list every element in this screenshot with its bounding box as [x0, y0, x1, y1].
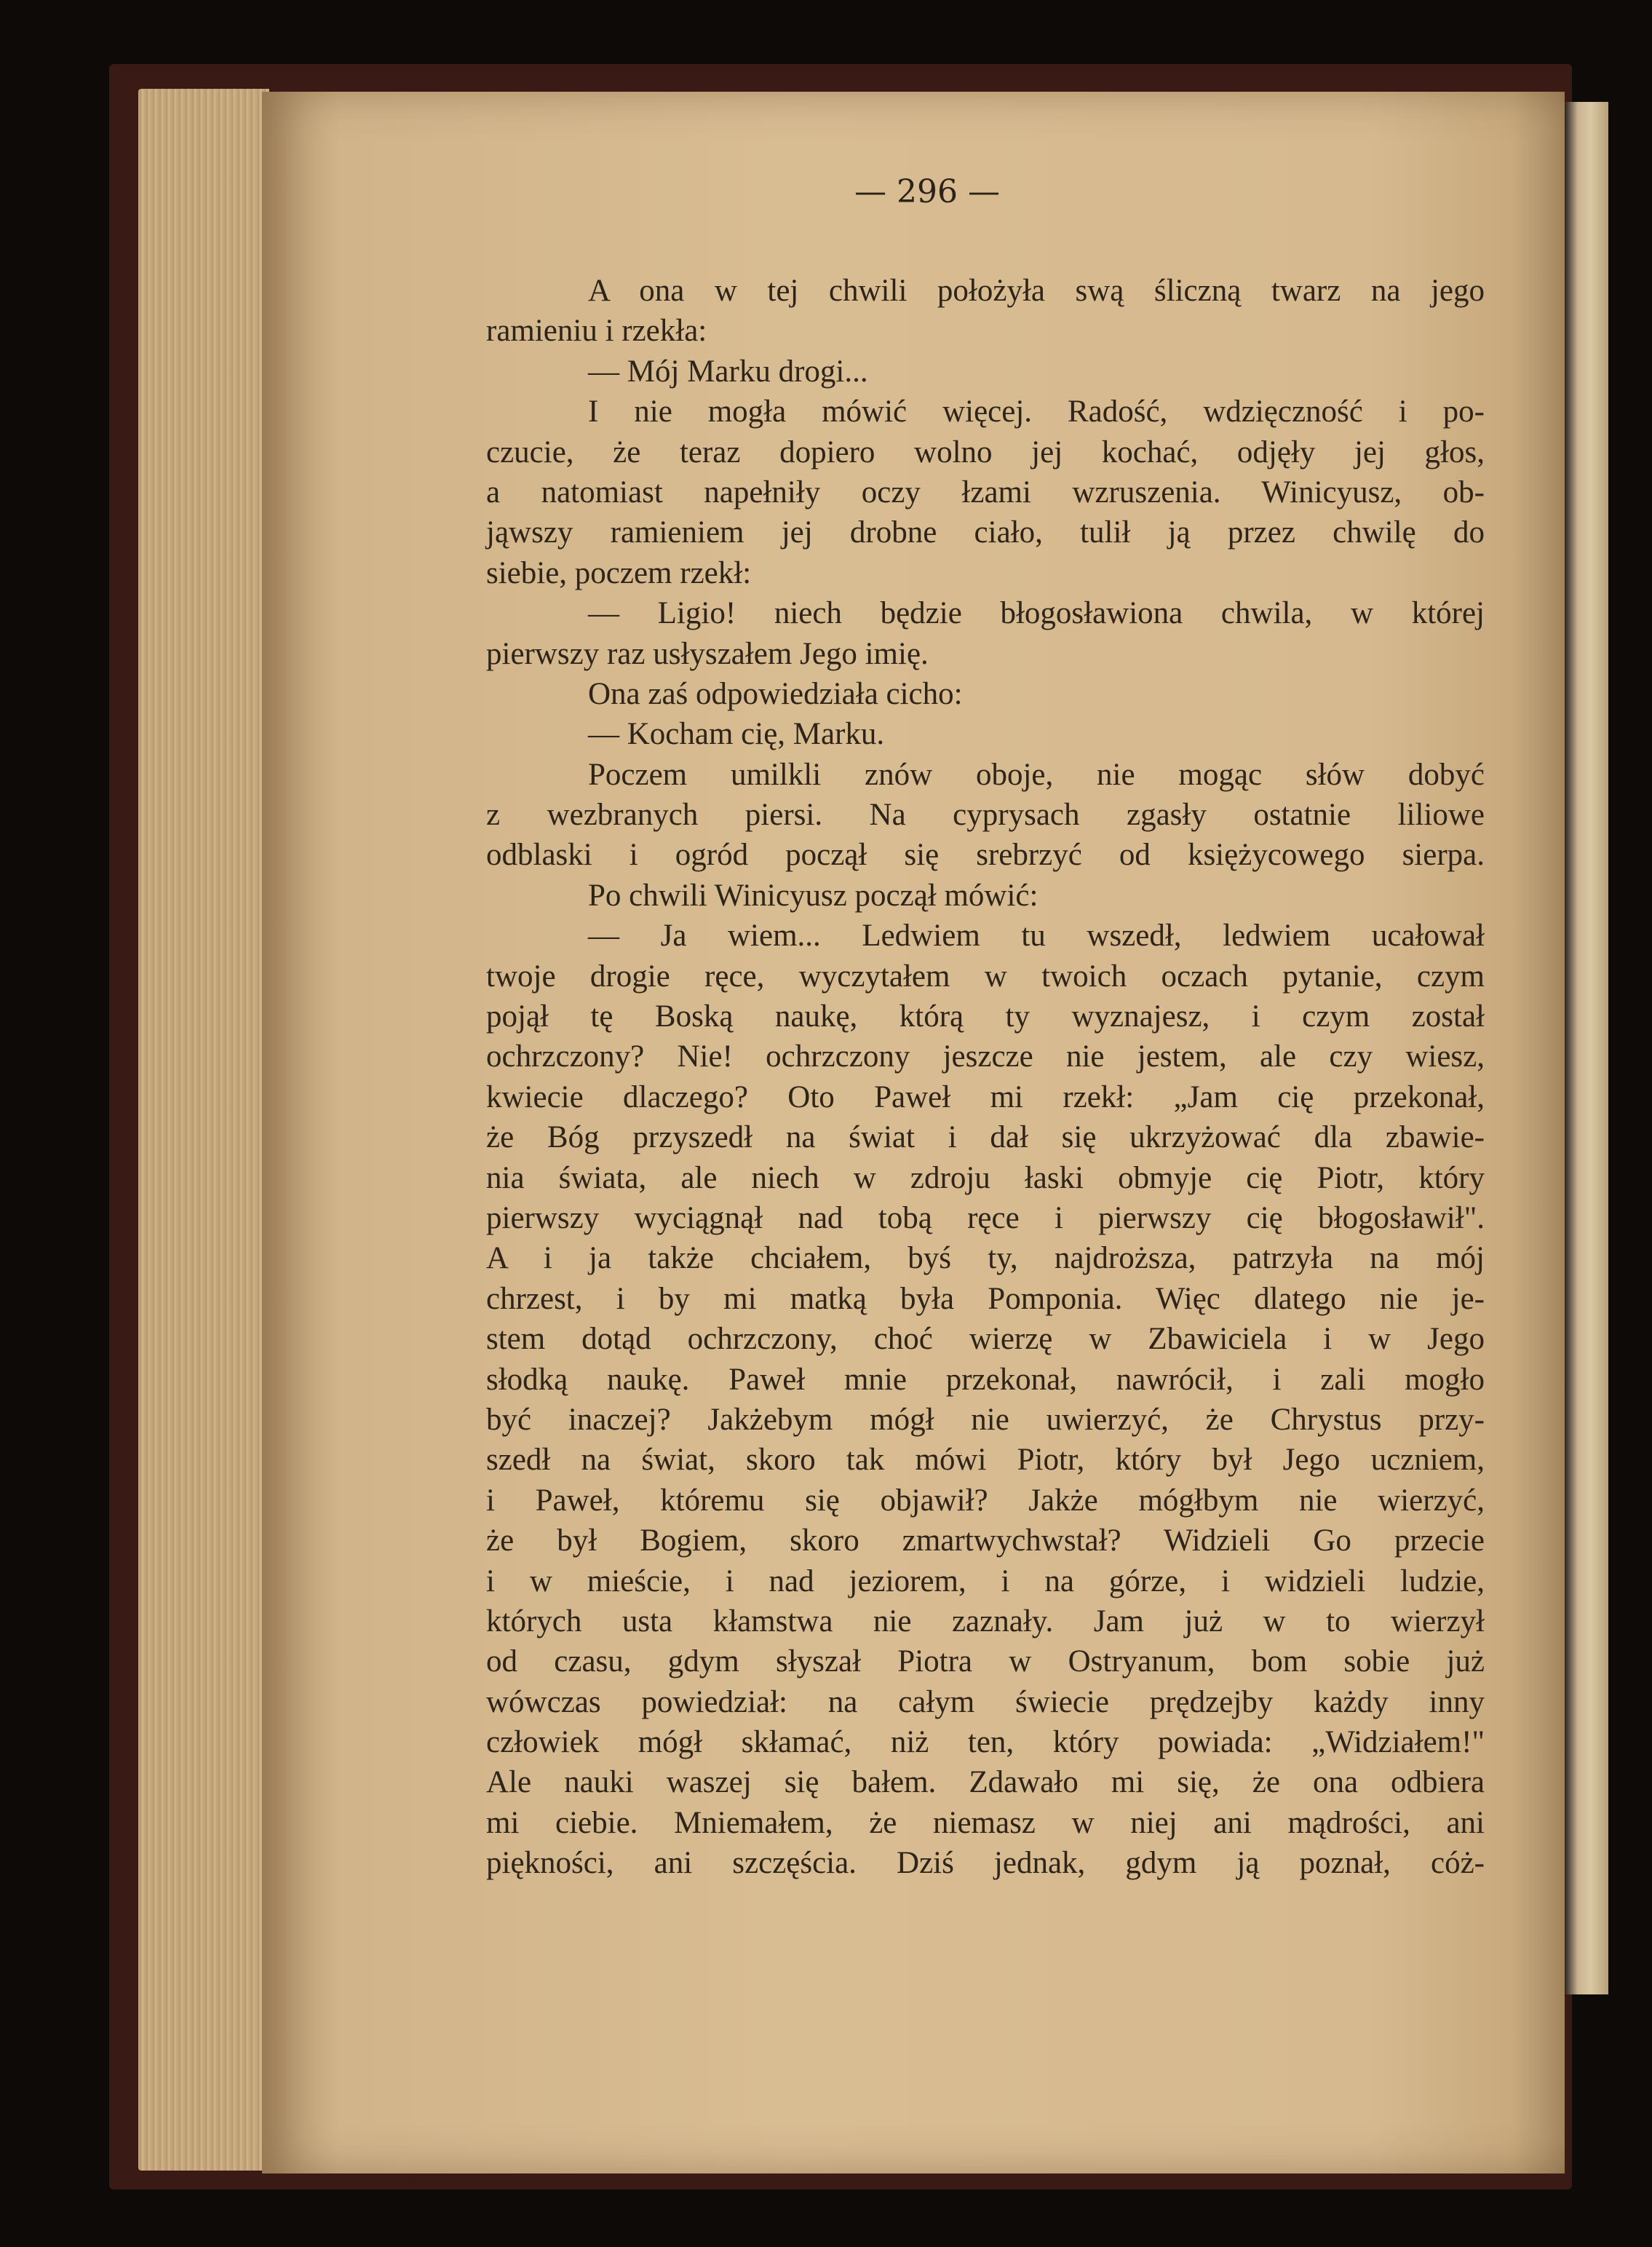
text-line: ramieniu i rzekła: [486, 314, 707, 349]
text-line: być inaczej? Jakżebym mógł nie uwierzyć, że Chrystus przy- [486, 1402, 1485, 1437]
text-line: odblaski i ogród począł się srebrzyć od księżycowego sierpa. [486, 838, 1485, 873]
header-dash-right: — [967, 173, 1000, 210]
text-line: ochrzczony? Nie! ochrzczony jeszcze nie jestem, ale czy wiesz, [486, 1039, 1485, 1074]
page-edges [138, 89, 269, 2171]
text-line: człowiek mógł skłamać, niż ten, który powiada: „Widziałem!" [486, 1725, 1485, 1760]
page-header [844, 173, 1010, 210]
text-line: Ale nauki waszej się bałem. Zdawało mi się, że ona odbiera [486, 1765, 1485, 1800]
text-line: kwiecie dlaczego? Oto Paweł mi rzekł: „Jam cię przekonał, [486, 1079, 1485, 1114]
text-line: nia świata, ale niech w zdroju łaski obmyje cię Piotr, który [486, 1160, 1485, 1195]
text-line: i Paweł, któremu się objawił? Jakże mógłbym nie wierzyć, [486, 1483, 1485, 1518]
text-line: od czasu, gdym słyszał Piotra w Ostryanum, bom sobie już [486, 1644, 1485, 1679]
text-line: stem dotąd ochrzczony, choć wierzę w Zbawiciela i w Jego [486, 1322, 1485, 1357]
text-line: mi ciebie. Mniemałem, że niemasz w niej ani mądrości, ani [486, 1805, 1485, 1840]
text-line: chrzest, i by mi matką była Pomponia. Więc dlatego nie je- [486, 1281, 1485, 1316]
text-line: Ona zaś odpowiedziała cicho: [588, 676, 963, 711]
text-line: że był Bogiem, skoro zmartwychwstał? Widzieli Go przecie [486, 1523, 1485, 1558]
text-line: pierwszy raz usłyszałem Jego imię. [486, 636, 929, 671]
text-line: A ona w tej chwili położyła swą śliczną twarz na jego [588, 274, 1485, 308]
text-line: — Mój Marku drogi... [588, 354, 868, 389]
text-line: twoje drogie ręce, wyczytałem w twoich oczach pytanie, czym [486, 959, 1485, 994]
text-line: słodką naukę. Paweł mnie przekonał, nawrócił, i zali mogło [486, 1362, 1485, 1397]
text-line: jąwszy ramieniem jej drobne ciało, tulił ją przez chwilę do [486, 515, 1485, 550]
body-text [486, 271, 1485, 1884]
page-number: 296 [897, 173, 958, 210]
text-line: Po chwili Winicyusz począł mówić: [588, 878, 1039, 913]
text-line: Poczem umilkli znów oboje, nie mogąc słów dobyć [588, 757, 1485, 792]
text-line: czucie, że teraz dopiero wolno jej kochać, odjęły jej głos, [486, 435, 1485, 469]
facing-page-edge [1565, 102, 1608, 1994]
text-line: a natomiast napełniły oczy łzami wzruszenia. Winicyusz, ob- [486, 475, 1485, 510]
text-line: że Bóg przyszedł na świat i dał się ukrzyżować dla zbawie- [486, 1120, 1485, 1155]
text-line: z wezbranych piersi. Na cyprysach zgasły ostatnie liliowe [486, 798, 1485, 833]
text-line: pojął tę Boską naukę, którą ty wyznajesz, i czym został [486, 999, 1485, 1034]
text-line: — Ligio! niech będzie błogosławiona chwila, w której [588, 596, 1485, 631]
text-line: — Ja wiem... Ledwiem tu wszedł, ledwiem ucałował [588, 919, 1485, 954]
text-line: piękności, ani szczęścia. Dziś jednak, gdym ją poznał, cóż- [486, 1846, 1485, 1881]
text-line: i w mieście, i nad jeziorem, i na górze, i widzieli ludzie, [486, 1564, 1485, 1598]
text-line: — Kocham cię, Marku. [588, 717, 885, 752]
text-line: A i ja także chciałem, byś ty, najdroższa, patrzyła na mój [486, 1241, 1485, 1276]
header-dash-left: — [854, 173, 886, 210]
text-line: szedł na świat, skoro tak mówi Piotr, który był Jego uczniem, [486, 1443, 1485, 1478]
text-line: pierwszy wyciągnął nad tobą ręce i pierwszy cię błogosławił". [486, 1200, 1485, 1235]
text-line: których usta kłamstwa nie zaznały. Jam już w to wierzył [486, 1604, 1485, 1638]
text-line: I nie mogła mówić więcej. Radość, wdzięczność i po- [588, 395, 1485, 429]
text-line: wówczas powiedział: na całym świecie prędzejby każdy inny [486, 1684, 1485, 1719]
text-line: siebie, poczem rzekł: [486, 555, 752, 590]
